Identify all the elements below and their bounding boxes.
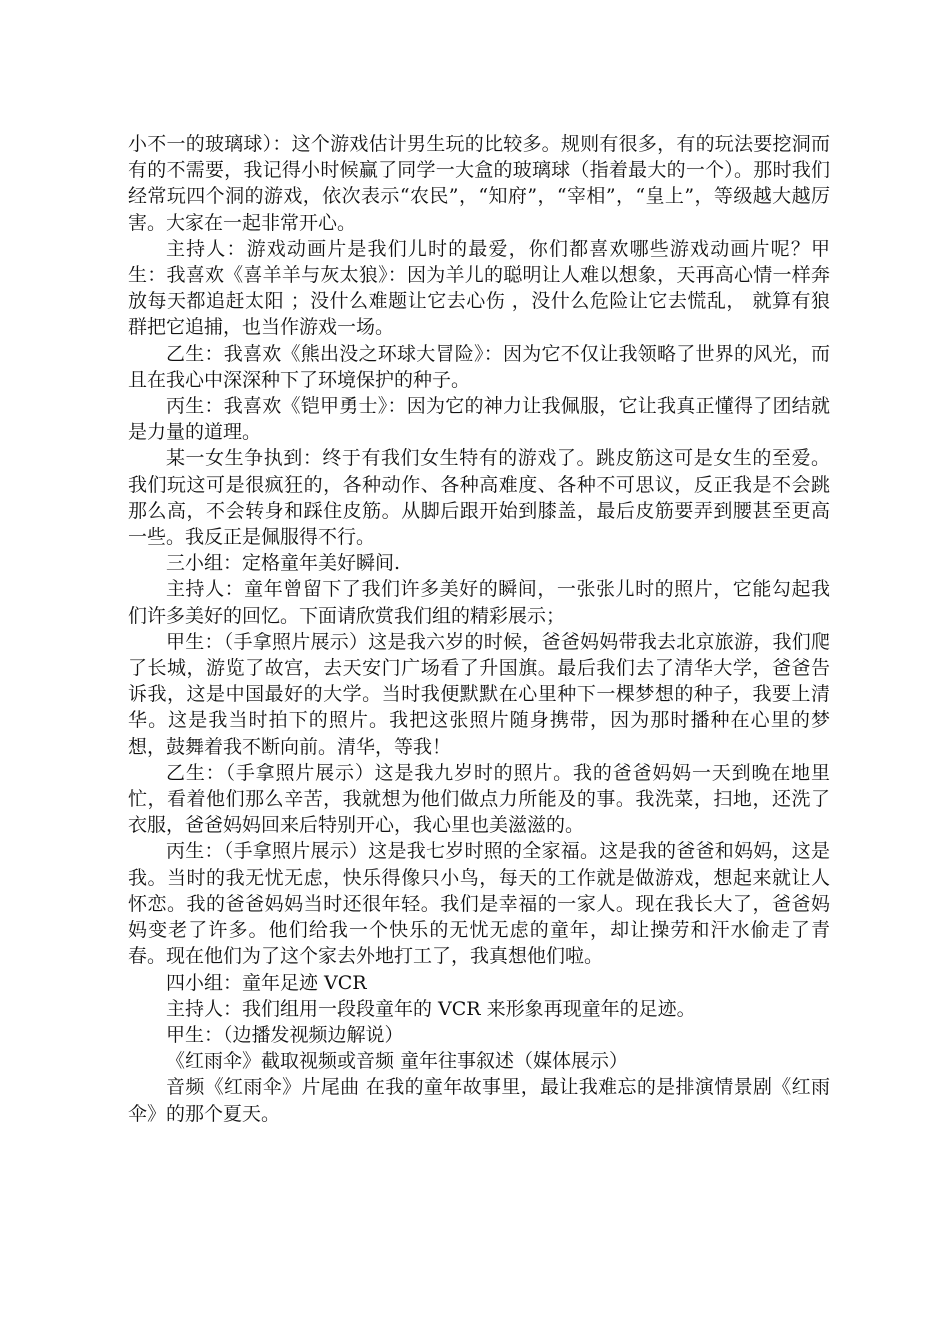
paragraph-red-umbrella-audio: 音频《红雨伞》片尾曲 在我的童年故事里，最让我难忘的是排演情景剧《红雨伞》的那个夏天。 [128, 1076, 830, 1125]
paragraph-student-c-photo: 丙生：（手拿照片展示）这是我七岁时照的全家福。这是我的爸爸和妈妈，这是我。当时的我无忧无虑，快乐得像只小鸟，每天的工作就是做游戏，想起来就让人怀恋。我的爸爸妈妈当时还很年轻。我们是幸福的一家人。现在我长大了，爸爸妈妈变老了许多。他们给我一个快乐的无忧无虑的童年，却让操劳和汗水偷走了青春。现在他们为了这个家去外地打工了，我真想他们啦。 [128, 840, 830, 968]
paragraph-student-b-photo: 乙生：（手拿照片展示）这是我九岁时的照片。我的爸爸妈妈一天到晚在地里忙，看着他们那么辛苦，我就想为他们做点力所能及的事。我洗菜，扫地，还洗了衣服，爸爸妈妈回来后特别开心，我心里也美滋滋的。 [128, 761, 830, 837]
paragraph-red-umbrella-clip: 《红雨伞》截取视频或音频 童年往事叙述（媒体展示） [166, 1050, 629, 1073]
paragraph-host-vcr: 主持人：我们组用一段段童年的 VCR 来形象再现童年的足迹。 [166, 997, 696, 1020]
paragraph-host-photos: 主持人：童年曾留下了我们许多美好的瞬间，一张张儿时的照片，它能勾起我们许多美好的回忆。下面请欣赏我们组的精彩展示； [128, 578, 830, 627]
paragraph-student-a-photo: 甲生：（手拿照片展示）这是我六岁的时候，爸爸妈妈带我去北京旅游，我们爬了长城，游览了故宫，去天安门广场看了升国旗。最后我们去了清华大学，爸爸告诉我，这是中国最好的大学。当时我便默默在心里种下一棵梦想的种子，我要上清华。这是我当时拍下的照片。我把这张照片随身携带，因为那时播种在心里的梦想，鼓舞着我不断向前。清华，等我！ [128, 630, 830, 758]
paragraph-student-c-armor: 丙生：我喜欢《铠甲勇士》：因为它的神力让我佩服，它让我真正懂得了团结就是力量的道理。 [128, 395, 830, 444]
paragraph-student-b-boonie: 乙生：我喜欢《熊出没之环球大冒险》：因为它不仅让我领略了世界的风光，而且在我心中深深种下了环境保护的种子。 [128, 342, 830, 391]
paragraph-group-three-heading: 三小组：定格童年美好瞬间. [166, 552, 401, 575]
paragraph-marbles: 小不一的玻璃球）：这个游戏估计男生玩的比较多。规则有很多，有的玩法要挖洞而有的不需要，我记得小时候赢了同学一大盒的玻璃球（指着最大的一个）。那时我们经常玩四个洞的游戏，依次表示“农民”，“知府”，“宰相”，“皇上”，等级越大越厉害。大家在一起非常开心。 [128, 133, 830, 234]
paragraph-student-a-video: 甲生：（边播发视频边解说） [166, 1023, 404, 1046]
paragraph-girl-jump-rope: 某一女生争执到：终于有我们女生特有的游戏了。跳皮筋这可是女生的至爱。我们玩这可是很疯狂的，各种动作、各种高难度、各种不可思议，反正我是不会跳那么高，不会转身和踩住皮筋。从脚后跟开始到膝盖，最后皮筋要弄到腰甚至更高一些。我反正是佩服得不行。 [128, 447, 830, 549]
document-body [128, 131, 830, 1127]
paragraph-host-cartoons: 主持人：游戏动画片是我们儿时的最爱，你们都喜欢哪些游戏动画片呢？甲生：我喜欢《喜羊羊与灰太狼》：因为羊儿的聪明让人难以想象，天再高心情一样奔放每天都追赶太阳 ；没什么难题让它去心伤 ，没什么危险让它去慌乱， 就算有狼群把它追捕，也当作游戏一场。 [128, 237, 830, 339]
paragraph-group-four-heading: 四小组：童年足迹 VCR [166, 971, 367, 994]
